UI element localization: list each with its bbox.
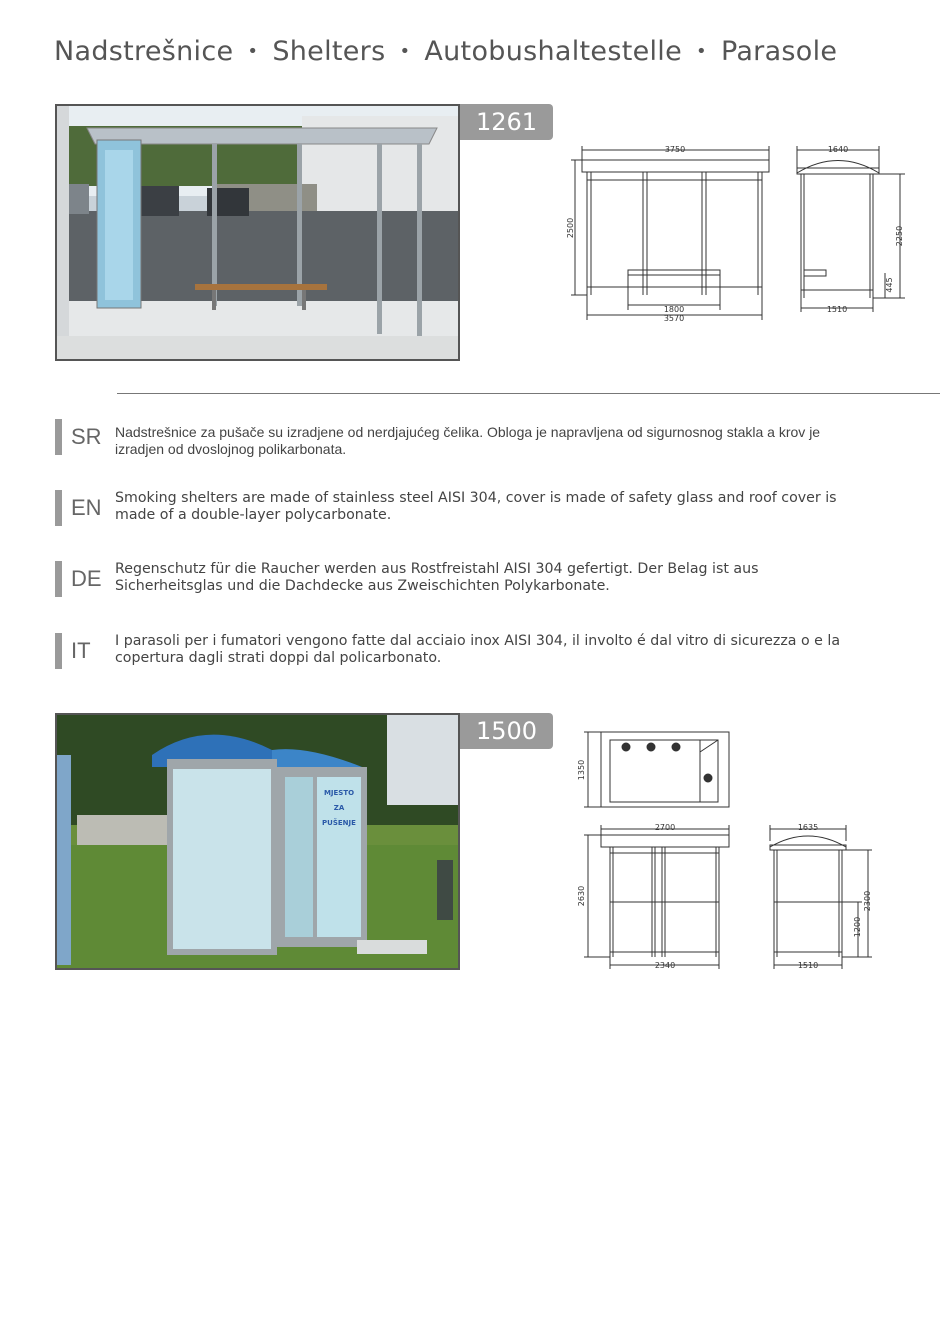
dimension-label: 2700 [654, 823, 676, 832]
dimension-label: 1510 [826, 305, 848, 314]
description-text: Regenschutz für die Raucher werden aus Rostfreistahl AISI 304 gefertigt. Der Belag ist aus Sicherheitsglas und die Dachdecke aus Zweischichten Polykarbonate. [115, 561, 759, 594]
description-text: I parasoli per i fumatori vengono fatte dal acciaio inox AISI 304, il involto é dal vitro di sicurezza o e la copertura dagli strati doppi dal policarbonato. [115, 633, 841, 666]
dimension-label: 2250 [895, 225, 904, 247]
dimension-label: 1640 [827, 145, 849, 154]
photo-sign-text: ZA [333, 804, 345, 812]
language-code: DE [71, 566, 102, 591]
technical-drawing-1261 [565, 140, 910, 325]
language-marker [55, 490, 62, 526]
section-divider [117, 393, 940, 394]
dimension-label: 2630 [577, 885, 586, 907]
product-code-badge: 1500 [460, 713, 553, 749]
page-title [54, 36, 837, 67]
language-marker [55, 633, 62, 669]
title-it: Parasole [720, 36, 838, 67]
dimension-label: 1800 [663, 305, 685, 314]
product-photo-1261 [55, 104, 460, 361]
title-separator: • [399, 41, 411, 62]
dimension-label: 2500 [566, 217, 575, 239]
dimension-label: 1350 [577, 759, 586, 781]
language-marker [55, 561, 62, 597]
product-photo-1500 [55, 713, 460, 970]
dimension-label: 2300 [863, 890, 872, 912]
dimension-label: 3570 [663, 314, 685, 323]
photo-sign-text: MJESTO [323, 789, 355, 797]
title-de: Autobushaltestelle [424, 36, 683, 67]
title-sr: Nadstrešnice [54, 36, 234, 67]
language-marker [55, 419, 62, 455]
dimension-label: 1635 [797, 823, 819, 832]
dimension-label: 3750 [664, 145, 686, 154]
title-separator: • [247, 41, 259, 62]
language-code: SR [71, 424, 102, 449]
technical-drawing-1500 [570, 725, 880, 975]
photo-sign-text: PUŠENJE [322, 819, 356, 827]
product-code-badge: 1261 [460, 104, 553, 140]
title-en: Shelters [272, 36, 386, 67]
dimension-label: 1510 [797, 961, 819, 970]
description-text: Nadstrešnice za pušače su izradjene od nerdjajućeg čelika. Obloga je napravljena od sigurnosnog stakla a krov je izradjen od dvoslojnog polikarbonata. [115, 424, 821, 457]
dimension-label: 445 [885, 277, 894, 293]
language-code: EN [71, 495, 102, 520]
description-text: Smoking shelters are made of stainless steel AISI 304, cover is made of safety glass and roof cover is made of a double-layer polycarbonate. [115, 490, 837, 523]
dimension-label: 1200 [853, 916, 862, 938]
title-separator: • [696, 41, 707, 62]
language-code: IT [71, 638, 91, 663]
dimension-label: 2340 [654, 961, 676, 970]
